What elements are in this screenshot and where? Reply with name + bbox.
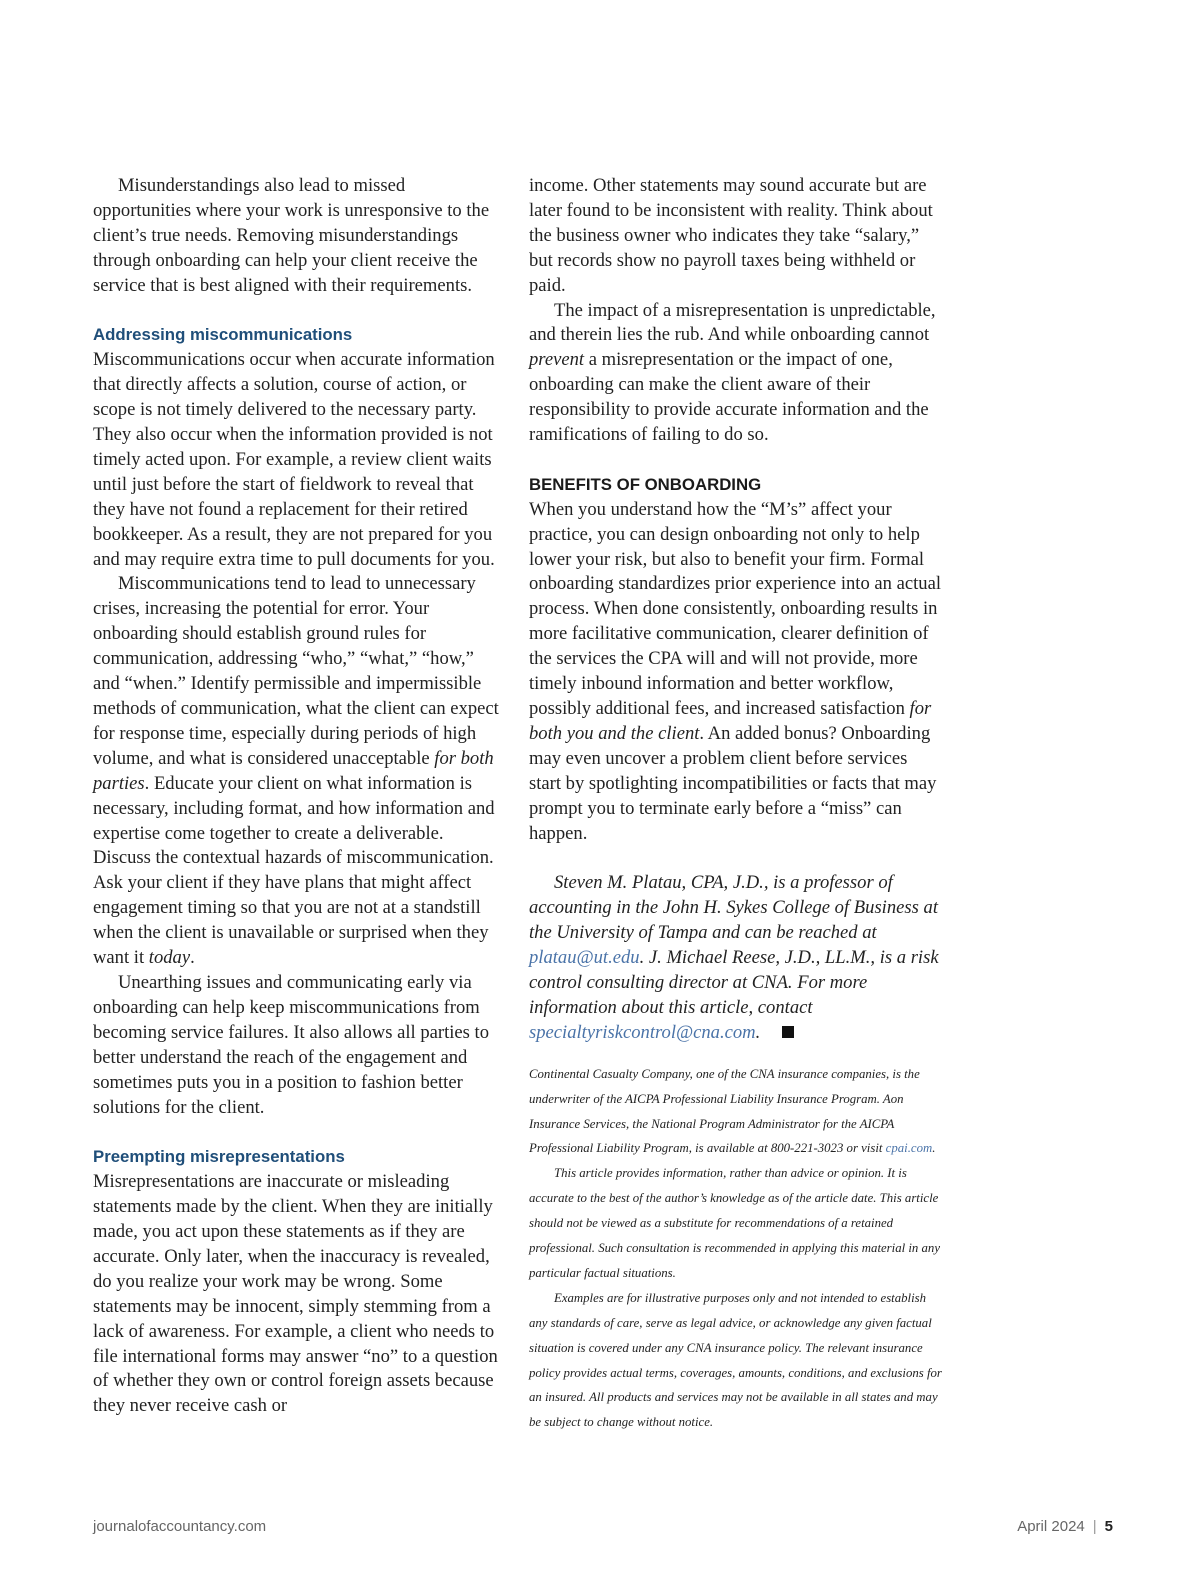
disclaimer-block <box>529 1062 943 1436</box>
subheading-preempting-misrepresentations: Preempting misrepresentations <box>93 1147 345 1167</box>
page-number: 5 <box>1104 1518 1113 1535</box>
text-run: Continental Casualty Company, one of the CNA insurance companies, is the underwriter of the AICPA Professional Liability Insurance Program. Aon Insurance Services, the National Program Administrator for the AICPA Professional Liability Program, is available at 800-221-3023 or visit <box>529 1066 920 1156</box>
email-link-platau[interactable]: platau@ut.edu <box>529 947 640 969</box>
text-run: a misrepresentation or the impact of one, onboarding can make the client aware of their responsibility to provide accurate information and the ramifications of failing to do so. <box>529 349 929 446</box>
text-run: Steven M. Platau, CPA, J.D., is a professor of accounting in the John H. Sykes College of Business at the University of Tampa and can be reached at <box>529 872 938 944</box>
footer-website: journalofaccountancy.com <box>93 1518 267 1535</box>
paragraph-impact-of-misrepresentation <box>529 299 943 448</box>
emphasis-today: today <box>148 947 191 969</box>
text-run: When you understand how the “M’s” affect your practice, you can design onboarding not only to help lower your risk, but also to benefit your firm. Formal onboarding standardizes prior experience into an actual process. When done consistently, onboarding results in more facilitative communication, clearer definition of the services the CPA will and will not provide, more timely inbound information and better workflow, possibly additional fees, and increased satisfaction <box>529 498 941 720</box>
text-run: . J. Michael Reese, J.D., LL.M., is a risk control consulting director at CNA. For more information about this article, contact <box>529 947 939 1018</box>
emphasis-prevent: prevent <box>529 349 585 371</box>
paragraph-misunderstandings: Misunderstandings also lead to missed opportunities where your work is unresponsive to the client’s true needs. Removing misunderstandings through onboarding can help your client receive the service that is best aligned with their requirements. <box>93 175 490 296</box>
paragraph-unearthing-issues: Unearthing issues and communicating early via onboarding can help keep miscommunications from becoming service failures. It also allows all parties to better understand the reach of the engagement and sometimes puts you in a position to fashion better solutions for the client. <box>93 971 490 1118</box>
spacer <box>93 1120 505 1145</box>
text-run: . <box>190 947 195 969</box>
footer-issue-info <box>1017 1518 1113 1535</box>
author-bio <box>529 871 943 1045</box>
text-run: . Educate your client on what information is necessary, including format, and how information and expertise come together to create a deliverable. Discuss the contextual hazards of miscommunication. Ask your client if they have plans that might affect engagement timing so that you are not at a standstill when the client is unavailable or surprised when they want it <box>93 772 495 969</box>
spacer <box>529 448 943 473</box>
disclaimer-examples: Examples are for illustrative purposes only and not intended to establish any standards of care, serve as legal advice, or acknowledge any given factual situation is covered under any CNA insurance policy. The relevant insurance policy provides actual terms, coverages, amounts, conditions, and exclusions for an insured. All products and services may not be available in all states and may be subject to change without notice. <box>529 1290 942 1430</box>
subheading-addressing-miscommunications: Addressing miscommunications <box>93 325 353 345</box>
text-run: The impact of a misrepresentation is unpredictable, and therein lies the rub. And while onboarding cannot <box>529 299 936 346</box>
paragraph-miscommunications-crises <box>93 572 505 971</box>
right-column <box>529 174 943 1435</box>
paragraph-benefits <box>529 498 943 847</box>
paragraph-income-continued: income. Other statements may sound accurate but are later found to be inconsistent with reality. Think about the business owner who indicates they take “salary,” but records show no payroll taxes being withheld or paid. <box>529 175 933 296</box>
paragraph-miscommunications-definition: Miscommunications occur when accurate information that directly affects a solution, course of action, or scope is not timely delivered to the necessary party. They also occur when the information provided is not timely acted upon. For example, a review client waits until just before the start of fieldwork to reveal that they have not found a replacement for their retired bookkeeper. As a result, they are not prepared for you and may require extra time to pull documents for you. <box>93 349 495 570</box>
disclaimer-underwriter <box>529 1062 943 1162</box>
text-run: . <box>932 1141 936 1156</box>
spacer <box>529 846 943 871</box>
spacer <box>93 299 505 324</box>
end-of-article-square-icon <box>782 1026 794 1038</box>
left-column <box>93 174 505 1419</box>
emphasis-for-both-you-and-the-client: for both you and the client <box>529 698 932 744</box>
email-link-specialtyriskcontrol[interactable]: specialtyriskcontrol@cna.com <box>529 1021 756 1043</box>
text-run: . <box>755 1021 761 1043</box>
text-run: Miscommunications tend to lead to unnecessary crises, increasing the potential for error. Your onboarding should establish ground rules for communication, addressing “who,” “what,” “how,” and “when.” Identify permissible and impermissible methods of communication, what the client can expect for response time, especially during periods of high volume, and what is considered unacceptable <box>93 573 499 769</box>
footer-separator: | <box>1092 1518 1097 1535</box>
disclaimer-information: This article provides information, rather than advice or opinion. It is accurate to the best of the author’s knowledge as of the article date. This article should not be viewed as a substitute for recommendations of a retained professional. Such consultation is recommended in applying this material in any particular factual situations. <box>529 1166 940 1280</box>
section-heading-benefits-of-onboarding: BENEFITS OF ONBOARDING <box>529 474 762 494</box>
text-run: . An added bonus? Onboarding may even uncover a problem client before services start by spotlighting incompatibilities or facts that may prompt you to terminate early before a “miss” can happen. <box>529 722 937 844</box>
paragraph-misrepresentations-definition: Misrepresentations are inaccurate or misleading statements made by the client. When they are initially made, you act upon these statements as if they are accurate. Only later, when the inaccuracy is revealed, do you realize your work may be wrong. Some statements may be innocent, simply stemming from a lack of awareness. For example, a client who needs to file international forms may answer “no” to a question of whether they own or control foreign assets because they never receive cash or <box>93 1171 498 1417</box>
link-cpai[interactable]: cpai.com <box>885 1141 933 1156</box>
emphasis-for-both-parties: for both parties <box>93 747 494 794</box>
footer-date: April 2024 <box>1017 1518 1085 1535</box>
